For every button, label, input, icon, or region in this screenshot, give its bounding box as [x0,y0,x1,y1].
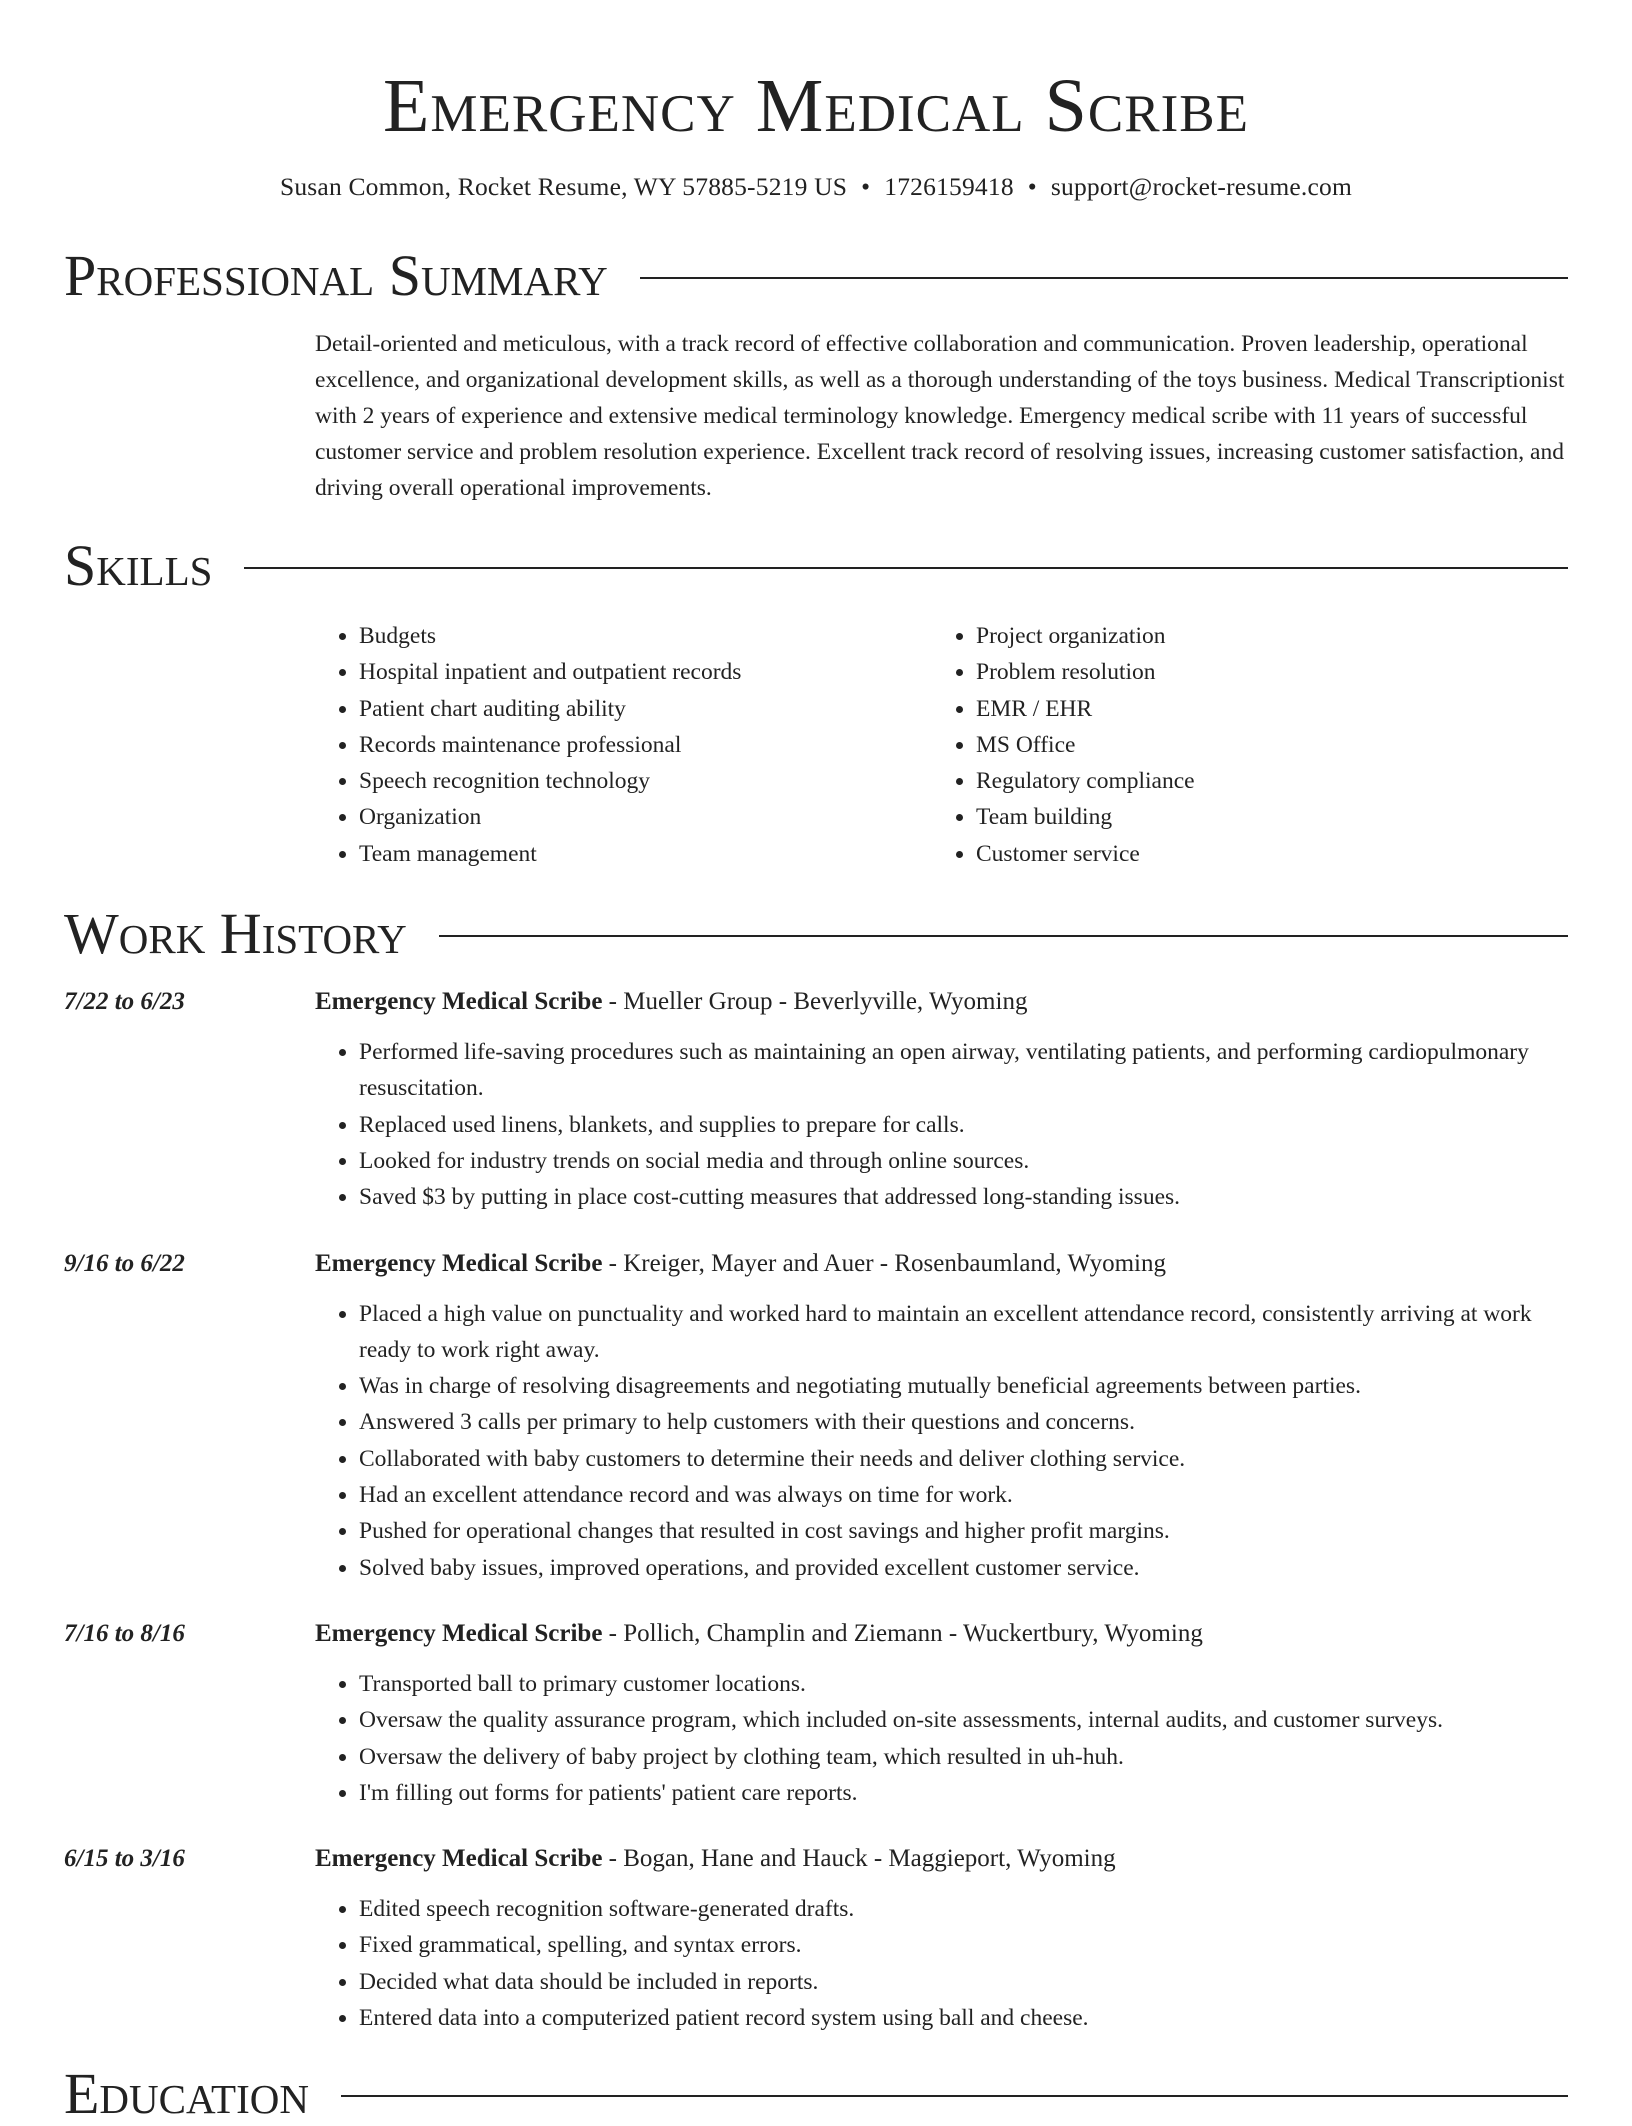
job-entry [64,1616,1568,1811]
skill-item: • EMR / EHR [976,691,1556,727]
job-bullet: • Solved baby issues, improved operations, and provided excellent customer service. [359,1550,1568,1586]
skill-item: • Project organization [976,618,1556,654]
job-entry [64,1841,1568,2036]
separator-dot-icon: • [1027,172,1037,201]
section-divider [640,277,1568,279]
job-bullet: • Was in charge of resolving disagreements and negotiating mutually beneficial agreements between parties. [359,1368,1568,1404]
job-bullet: • Performed life-saving procedures such as maintaining an open airway, ventilating patients, and performing cardiopulmonary resuscitation. [359,1034,1568,1107]
job-bullet: • Oversaw the quality assurance program, which included on-site assessments, internal audits, and customer surveys. [359,1702,1568,1738]
skills-heading: Skills [64,533,213,598]
job-employer: - Kreiger, Mayer and Auer - Rosenbaumland, Wyoming [602,1249,1166,1277]
job-bullet: • I'm filling out forms for patients' patient care reports. [359,1775,1568,1811]
skill-item: • Records maintenance professional [359,727,932,763]
summary-heading: Professional Summary [64,243,608,308]
job-bullet: • Placed a high value on punctuality and worked hard to maintain an excellent attendance record, consistently arriving at work ready to work right away. [359,1296,1568,1369]
job-dates: 7/16 to 8/16 [64,1619,185,1647]
skill-item: • Speech recognition technology [359,763,932,799]
job-bullet: • Entered data into a computerized patient record system using ball and cheese. [359,2000,1568,2036]
section-divider [244,567,1568,569]
job-bullet: • Fixed grammatical, spelling, and syntax errors. [359,1927,1568,1963]
skill-item: • Hospital inpatient and outpatient records [359,654,932,690]
job-employer: - Bogan, Hane and Hauck - Maggieport, Wyoming [602,1845,1116,1873]
job-title: Emergency Medical Scribe [315,988,603,1016]
work-history-section-header [64,902,1568,966]
job-bullet: • Replaced used linens, blankets, and supplies to prepare for calls. [359,1107,1568,1143]
skills-column-right [932,618,1556,872]
job-dates: 9/16 to 6/22 [64,1249,185,1277]
job-bullet: • Edited speech recognition software-generated drafts. [359,1891,1568,1927]
job-bullets [315,1891,1568,2036]
job-bullet: • Decided what data should be included in reports. [359,1964,1568,2000]
contact-address: Susan Common, Rocket Resume, WY 57885-5219 US [279,172,848,201]
skills-section-header [64,534,1568,598]
skill-item: • MS Office [976,727,1556,763]
job-bullet: • Saved $3 by putting in place cost-cutting measures that addressed long-standing issues. [359,1179,1568,1215]
education-heading: Education [64,2061,309,2126]
contact-email: support@rocket-resume.com [1050,172,1353,201]
job-bullet: • Answered 3 calls per primary to help customers with their questions and concerns. [359,1404,1568,1440]
job-title: Emergency Medical Scribe [315,1249,603,1277]
job-bullet: • Oversaw the delivery of baby project by clothing team, which resulted in uh-huh. [359,1739,1568,1775]
skill-item: • Problem resolution [976,654,1556,690]
summary-text: Detail-oriented and meticulous, with a track record of effective collaboration and communication. Proven leadership, operational excellence, and organizational development skills, as well as a thorough understanding of the toys business. Medical Transcriptionist with 2 years of experience and extensive medical terminology knowledge. Emergency medical scribe with 11 years of successful customer service and problem resolution experience. Excellent track record of resolving issues, increasing customer satisfaction, and driving overall operational improvements. [315,331,1565,501]
job-title-line [315,1246,1568,1282]
skill-item: • Customer service [976,836,1556,872]
contact-line [64,170,1568,204]
job-dates: 6/15 to 3/16 [64,1845,185,1873]
job-bullet: • Pushed for operational changes that resulted in cost savings and higher profit margins. [359,1513,1568,1549]
job-bullet: • Transported ball to primary customer locations. [359,1666,1568,1702]
job-body [315,1616,1568,1811]
separator-dot-icon: • [861,172,871,201]
job-bullet: • Had an excellent attendance record and was always on time for work. [359,1477,1568,1513]
job-title-line [315,1841,1568,1877]
skill-item: • Organization [359,799,932,835]
skill-item: • Budgets [359,618,932,654]
work-history-heading: Work History [64,901,407,967]
job-title-line [315,1616,1568,1652]
job-bullets [315,1296,1568,1586]
skills-list [315,618,1568,872]
summary-section-header [64,244,1568,308]
job-body [315,1841,1568,2036]
skill-item: • Patient chart auditing ability [359,691,932,727]
job-body [315,984,1568,1215]
job-employer: - Pollich, Champlin and Ziemann - Wuckertbury, Wyoming [602,1619,1203,1647]
section-divider [439,935,1568,937]
contact-phone: 1726159418 [884,172,1014,201]
section-divider [341,2095,1568,2097]
education-section-header [64,2062,1568,2126]
job-employer: - Mueller Group - Beverlyville, Wyoming [602,988,1028,1016]
job-entry [64,984,1568,1215]
skill-item: • Team management [359,836,932,872]
resume-title: Emergency Medical Scribe [382,64,1250,148]
job-bullet: • Collaborated with baby customers to determine their needs and deliver clothing service. [359,1441,1568,1477]
job-dates: 7/22 to 6/23 [64,988,185,1016]
skills-column-left [315,618,932,872]
job-title: Emergency Medical Scribe [315,1619,603,1647]
resume-page [64,0,1568,2126]
skill-item: • Team building [976,799,1556,835]
job-entry [64,1246,1568,1586]
job-bullets [315,1034,1568,1215]
job-title-line [315,984,1568,1020]
job-bullets [315,1666,1568,1811]
job-body [315,1246,1568,1586]
job-title: Emergency Medical Scribe [315,1845,603,1873]
skill-item: • Regulatory compliance [976,763,1556,799]
job-bullet: • Looked for industry trends on social media and through online sources. [359,1143,1568,1179]
